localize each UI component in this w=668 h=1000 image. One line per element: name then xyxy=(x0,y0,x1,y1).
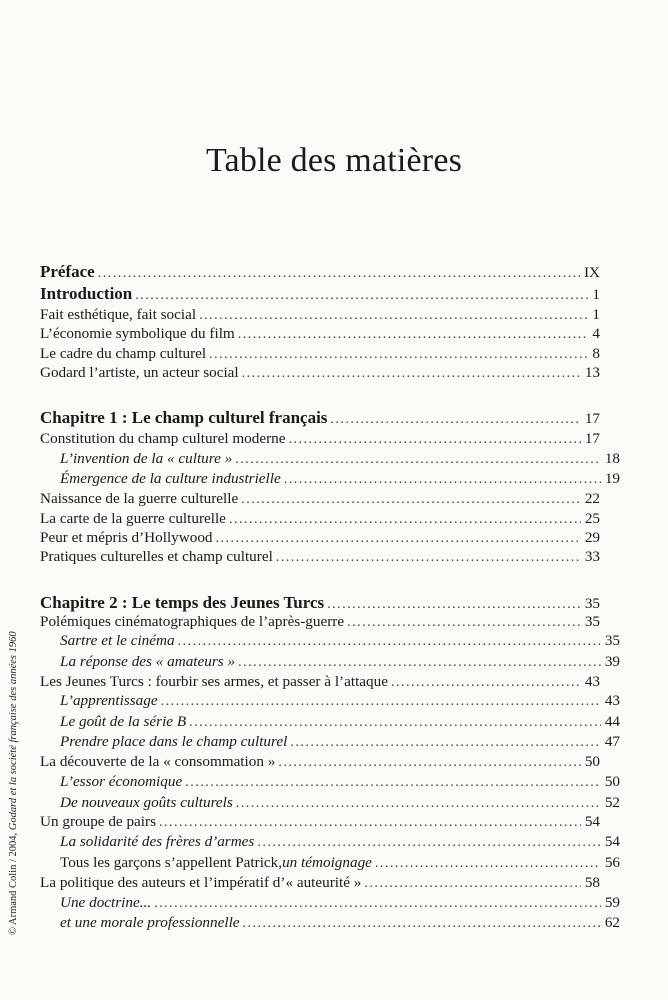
toc-entry-title: L’apprentissage xyxy=(60,692,158,709)
dot-leader xyxy=(209,344,588,364)
toc-entry[interactable] xyxy=(40,469,620,489)
toc-entry-title: Une doctrine... xyxy=(60,894,152,911)
toc-entry[interactable] xyxy=(40,528,600,548)
toc-page-number: 22 xyxy=(584,490,600,507)
toc-entry-title: La réponse des « amateurs » xyxy=(60,653,236,670)
dot-leader xyxy=(238,324,589,344)
dot-leader xyxy=(235,449,601,469)
dot-leader xyxy=(241,489,581,509)
toc-entry[interactable] xyxy=(40,772,620,792)
copyright-prefix: © Armand Colin / 2004, xyxy=(8,830,19,935)
toc-page-number: 4 xyxy=(592,325,600,342)
toc-page-number: 43 xyxy=(604,692,620,709)
toc-entry-title: Le cadre du champ culturel xyxy=(40,345,207,362)
toc-entry-title: Naissance de la guerre culturelle xyxy=(40,490,239,507)
dot-leader xyxy=(257,832,600,852)
page-title: Table des matières xyxy=(205,142,463,179)
dot-leader xyxy=(135,284,588,305)
toc-entry[interactable] xyxy=(40,752,600,772)
toc-entry-title: La politique des auteurs et l’impératif d’« auteurité » xyxy=(40,874,362,891)
toc-entry[interactable] xyxy=(40,793,620,813)
toc-entry[interactable] xyxy=(40,344,600,364)
toc-entry-title: Godard l’artiste, un acteur social xyxy=(40,364,239,381)
toc-entry[interactable] xyxy=(40,324,600,344)
toc-page-number: 33 xyxy=(584,548,600,565)
toc-page-number: 13 xyxy=(584,364,600,381)
toc-entry[interactable] xyxy=(40,913,620,933)
toc-page-number: 59 xyxy=(604,894,620,911)
toc-page-number: 35 xyxy=(584,613,600,630)
dot-leader xyxy=(288,429,580,449)
toc-entry-title: L’économie symbolique du film xyxy=(40,325,235,342)
toc-entry-title: La solidarité des frères d’armes xyxy=(60,833,255,850)
toc-entry-title: Émergence de la culture industrielle xyxy=(60,470,281,487)
toc-entry-title: L’invention de la « culture » xyxy=(60,450,233,467)
toc-entry-title: Le goût de la série B xyxy=(60,713,187,730)
toc-page-number: 25 xyxy=(584,510,600,527)
toc-entry-title: Constitution du champ culturel moderne xyxy=(40,430,286,447)
toc-page-number: 39 xyxy=(604,653,620,670)
dot-leader xyxy=(278,752,580,772)
toc-entry[interactable] xyxy=(40,712,620,732)
dot-leader xyxy=(236,793,601,813)
toc-page-number: 54 xyxy=(604,833,620,850)
toc-entry[interactable] xyxy=(40,873,600,893)
toc-entry-title: Préface xyxy=(40,262,95,281)
toc-entry[interactable] xyxy=(40,652,620,672)
dot-leader xyxy=(347,612,581,632)
toc-page-number: 17 xyxy=(584,430,600,447)
toc-entry[interactable] xyxy=(40,449,620,469)
dot-leader xyxy=(159,812,581,832)
toc-entry-title: Pratiques culturelles et champ culturel xyxy=(40,548,273,565)
toc-entry-title: Tous les garçons s’appellent Patrick, xyxy=(60,854,283,871)
toc-page-number: 35 xyxy=(604,632,620,649)
toc-page-number: 43 xyxy=(584,673,600,690)
toc-page-number: 54 xyxy=(584,813,600,830)
toc-page-number: 1 xyxy=(592,306,600,323)
toc-entry[interactable] xyxy=(40,363,600,383)
toc-entry-title: Polémiques cinématographiques de l’après-guerre xyxy=(40,613,345,630)
book-title: Godard et la société française des années 1960 xyxy=(8,631,19,831)
toc-entry[interactable] xyxy=(40,812,600,832)
toc-page-number: 17 xyxy=(584,410,600,427)
toc-entry[interactable] xyxy=(40,547,600,567)
toc-heading[interactable] xyxy=(40,284,600,305)
toc-page-number: 56 xyxy=(604,854,620,871)
toc-entry-title: et une morale professionnelle xyxy=(60,914,240,931)
toc-page-number: 8 xyxy=(592,345,600,362)
dot-leader xyxy=(290,732,600,752)
toc-entry[interactable] xyxy=(40,893,620,913)
toc-entry[interactable] xyxy=(40,631,620,651)
toc-page-number: 50 xyxy=(604,773,620,790)
dot-leader xyxy=(189,712,601,732)
toc-entry-title: Peur et mépris d’Hollywood xyxy=(40,529,213,546)
toc-page-number: 19 xyxy=(604,470,620,487)
toc-entry[interactable] xyxy=(40,672,600,692)
toc-entry-title: L’essor économique xyxy=(60,773,183,790)
toc-page-number: 35 xyxy=(584,595,600,612)
toc-entry-title: Un groupe de pairs xyxy=(40,813,156,830)
toc-page-number: 47 xyxy=(604,733,620,750)
dot-leader xyxy=(98,262,580,283)
toc-page-number: 52 xyxy=(604,794,620,811)
toc-heading[interactable] xyxy=(40,262,600,283)
toc-entry-title: Sartre et le cinéma xyxy=(60,632,175,649)
toc-page-number: 44 xyxy=(604,713,620,730)
dot-leader xyxy=(375,853,601,873)
toc-heading[interactable] xyxy=(40,593,600,614)
toc-heading[interactable] xyxy=(40,408,600,429)
toc-entry-title: Fait esthétique, fait social xyxy=(40,306,197,323)
toc-entry-title: Chapitre 1 : Le champ culturel français xyxy=(40,408,328,427)
toc-entry[interactable] xyxy=(40,509,600,529)
toc-entry-title: La découverte de la « consommation » xyxy=(40,753,276,770)
toc-entry[interactable] xyxy=(40,832,620,852)
dot-leader xyxy=(229,509,581,529)
toc-entry-title: De nouveaux goûts culturels xyxy=(60,794,233,811)
toc-page-number: IX xyxy=(583,264,600,281)
toc-entry[interactable] xyxy=(40,691,620,711)
dot-leader xyxy=(161,691,601,711)
toc-entry[interactable] xyxy=(40,305,600,325)
dot-leader xyxy=(364,873,580,893)
copyright-note xyxy=(8,631,19,935)
dot-leader xyxy=(391,672,581,692)
dot-leader xyxy=(330,408,580,429)
toc-entry-title: Prendre place dans le champ culturel xyxy=(60,733,288,750)
dot-leader xyxy=(327,593,581,614)
toc-entry-title: Chapitre 2 : Le temps des Jeunes Turcs xyxy=(40,593,325,612)
dot-leader xyxy=(199,305,588,325)
toc-entry-title: Les Jeunes Turcs : fourbir ses armes, et passer à l’attaque xyxy=(40,673,388,690)
toc-entry[interactable] xyxy=(40,732,620,752)
toc-entry[interactable] xyxy=(40,853,620,873)
toc-entry-title: Introduction xyxy=(40,284,133,303)
toc-page-number: 29 xyxy=(584,529,600,546)
toc-entry[interactable] xyxy=(40,612,600,632)
dot-leader xyxy=(243,913,601,933)
dot-leader xyxy=(276,547,581,567)
toc-page-number: 50 xyxy=(584,753,600,770)
dot-leader xyxy=(185,772,601,792)
toc-entry-title-italic: un témoignage xyxy=(282,854,372,871)
toc-entry[interactable] xyxy=(40,429,600,449)
toc-page-number: 18 xyxy=(604,450,620,467)
dot-leader xyxy=(284,469,601,489)
dot-leader xyxy=(238,652,601,672)
toc-page-number: 1 xyxy=(592,286,600,303)
toc-entry-title: La carte de la guerre culturelle xyxy=(40,510,226,527)
toc-page-number: 58 xyxy=(584,874,600,891)
dot-leader xyxy=(154,893,601,913)
toc-page-number: 62 xyxy=(604,914,620,931)
dot-leader xyxy=(178,631,601,651)
dot-leader xyxy=(242,363,581,383)
dot-leader xyxy=(216,528,581,548)
toc-entry[interactable] xyxy=(40,489,600,509)
